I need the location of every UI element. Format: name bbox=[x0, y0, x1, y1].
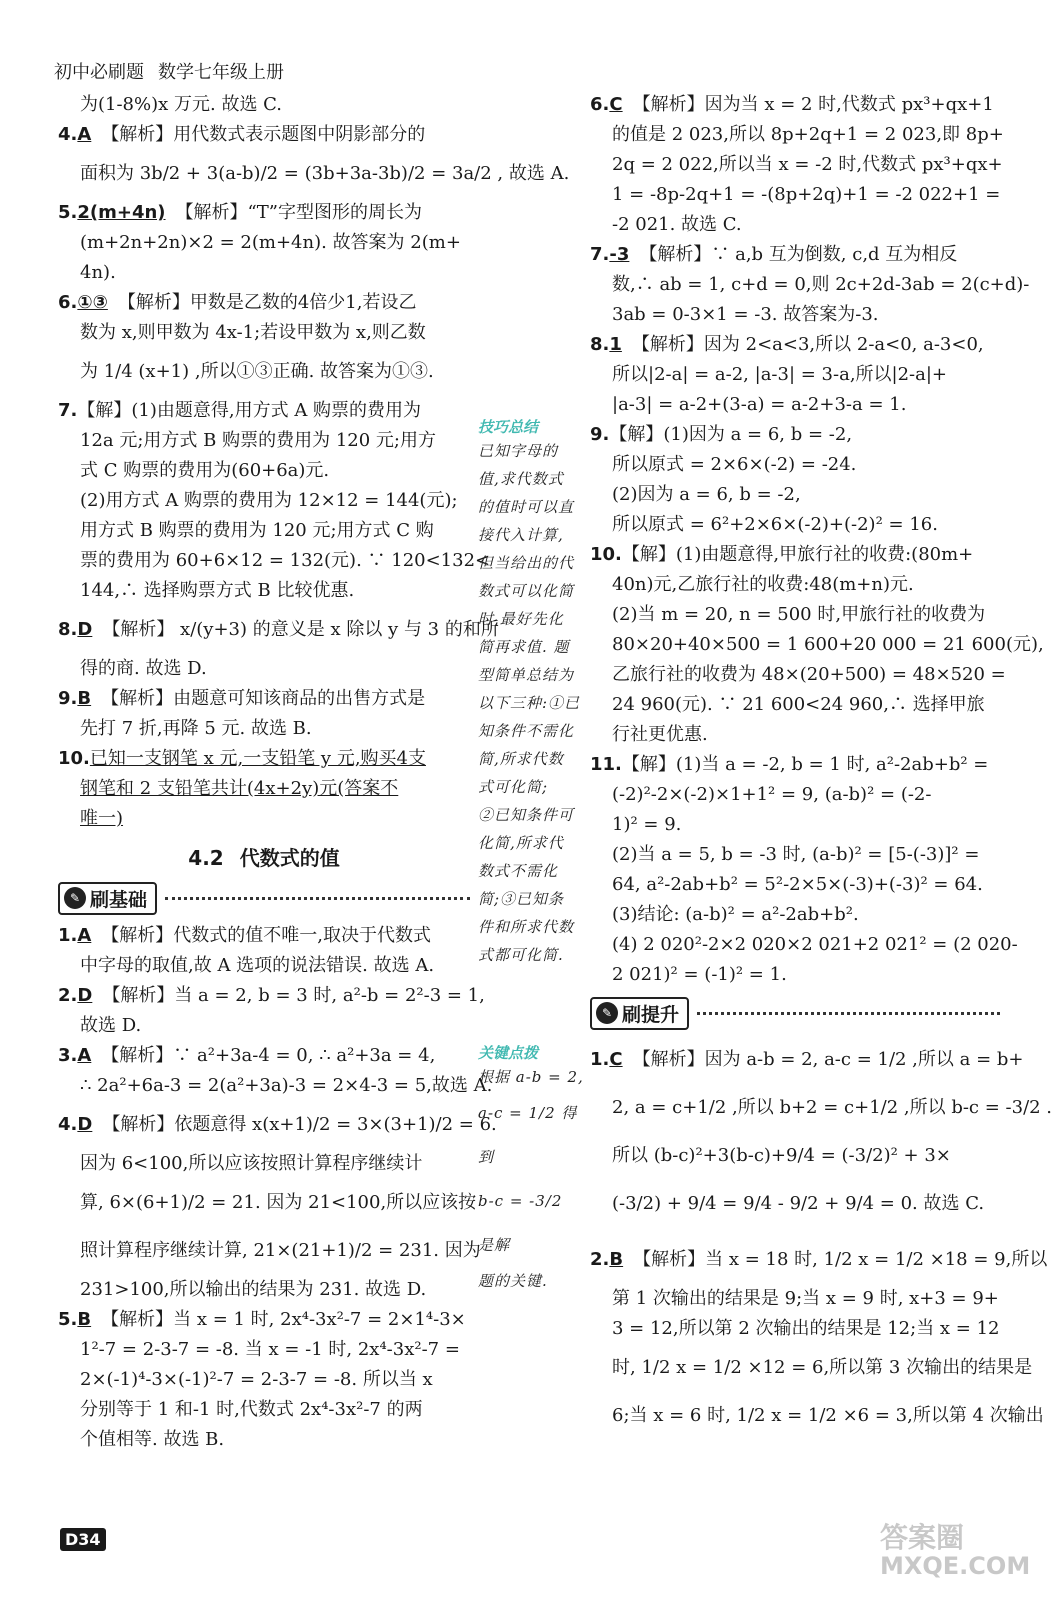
item-number: 5. bbox=[58, 202, 78, 223]
side-note-line: a-c = 1/2 得到 bbox=[478, 1104, 578, 1166]
text-line: 所以原式 = 2×6×(-2) = -24. bbox=[612, 454, 857, 475]
text-line: 231>100,所以输出的结果为 231. 故选 D. bbox=[80, 1279, 427, 1300]
side-note-line: b-c = -3/2 是解 bbox=[478, 1192, 563, 1254]
answer-item-9 bbox=[58, 684, 470, 744]
basic-item-5 bbox=[58, 1305, 470, 1455]
section-title bbox=[58, 842, 470, 871]
text-line: 【解析】∵ a²+3a-4 = 0, ∴ a²+3a = 4, bbox=[101, 1045, 436, 1066]
text-line: 【解析】由题意可知该商品的出售方式是 bbox=[101, 688, 426, 709]
answer-label: ①③ bbox=[77, 292, 108, 313]
answer-label: D bbox=[77, 985, 93, 1006]
item-number: 6. bbox=[590, 94, 610, 115]
text-line: 【解析】“T”字型图形的周长为 bbox=[175, 202, 422, 223]
item-number: 2. bbox=[590, 1249, 610, 1270]
text-line: 1)² = 9. bbox=[612, 814, 682, 835]
text-line: 故选 D. bbox=[80, 1015, 142, 1036]
answer-item-r6 bbox=[590, 90, 1004, 240]
answer-item-r11 bbox=[590, 750, 1018, 990]
text-line: 【解】(1)由题意得,甲旅行社的收费:(80m+ bbox=[621, 544, 974, 565]
text-line: 2×(-1)⁴-3×(-1)²-7 = 2-3-7 = -8. 所以当 x bbox=[80, 1369, 433, 1390]
side-note-line: 以下三种:①已 bbox=[478, 694, 581, 712]
answer-label: A bbox=[77, 925, 92, 946]
item-number: 10. bbox=[590, 544, 622, 565]
text-line: 【解析】因为 a-b = 2, a-c = 1/2 ,所以 a = b+ bbox=[632, 1049, 1024, 1070]
side-note-line: 数式可以化简 bbox=[478, 582, 575, 600]
text-line: 乙旅行社的收费为 48×(20+500) = 48×520 = bbox=[612, 664, 1006, 685]
text-line: 得的商. 故选 D. bbox=[80, 658, 207, 679]
text-line: (2)当 a = 5, b = -3 时, (a-b)² = [5-(-3)]² = bbox=[612, 844, 980, 865]
answer-item-8 bbox=[58, 606, 499, 684]
answer-item-r8 bbox=[590, 330, 1000, 420]
text-line: (4) 2 020²-2×2 020×2 021+2 021² = (2 020- bbox=[612, 934, 1018, 955]
text-line: 12a 元;用方式 B 购票的费用为 120 元;用方 bbox=[80, 430, 436, 451]
side-note-tips bbox=[478, 416, 584, 969]
watermark-url: MXQE.COM bbox=[880, 1552, 1031, 1580]
basic-item-4 bbox=[58, 1101, 497, 1305]
answer-item-r9 bbox=[590, 420, 1000, 540]
side-note-key bbox=[478, 1042, 584, 1295]
text-line: 【解析】当 x = 18 时, 1/2 x = 1/2 ×18 = 9,所以 bbox=[633, 1249, 1048, 1270]
text-line: 先打 7 折,再降 5 元. 故选 B. bbox=[80, 718, 312, 739]
text-line: (2)用方式 A 购票的费用为 12×12 = 144(元); bbox=[80, 490, 458, 511]
text-line: 唯一) bbox=[80, 808, 124, 829]
item-number: 9. bbox=[58, 688, 78, 709]
badge-basic bbox=[58, 882, 157, 915]
answer-label: A bbox=[77, 1045, 92, 1066]
side-note-line: 已知字母的 bbox=[478, 442, 559, 460]
item-number: 10. bbox=[58, 748, 90, 769]
side-note-line: 数式不需化 bbox=[478, 862, 559, 880]
answer-item-r7 bbox=[590, 240, 1030, 330]
text-line: 2q = 2 022,所以当 x = -2 时,代数式 px³+qx+ bbox=[612, 154, 1003, 175]
text-line: 【解析】 x/(y+3) 的意义是 x 除以 y 与 3 的和所 bbox=[102, 619, 499, 640]
section-name: 代数式的值 bbox=[239, 846, 340, 870]
item-number: 11. bbox=[590, 754, 622, 775]
text-line: 40n)元,乙旅行社的收费:48(m+n)元. bbox=[612, 574, 914, 595]
text-line: 【解析】代数式的值不唯一,取决于代数式 bbox=[101, 925, 432, 946]
text-line: 【解析】因为当 x = 2 时,代数式 px³+qx+1 bbox=[632, 94, 994, 115]
side-note-line: 简,所求代数 bbox=[478, 750, 564, 768]
text-line: 面积为 3b/2 + 3(a-b)/2 = (3b+3a-3b)/2 = 3a/2 , 故选 A. bbox=[80, 163, 570, 184]
text-line: (m+2n+2n)×2 = 2(m+4n). 故答案为 2(m+ bbox=[80, 232, 461, 253]
text-line: 2, a = c+1/2 ,所以 b+2 = c+1/2 ,所以 b-c = -3/2 . bbox=[612, 1097, 1052, 1118]
text-line: 1 = -8p-2q+1 = -(8p+2q)+1 = -2 022+1 = bbox=[612, 184, 1001, 205]
text-line: 用方式 B 购票的费用为 120 元;用方式 C 购 bbox=[80, 520, 434, 541]
item-number: 7. bbox=[590, 244, 610, 265]
basic-item-3 bbox=[58, 1041, 493, 1101]
answer-label: B bbox=[609, 1249, 624, 1270]
answer-label: D bbox=[77, 1114, 93, 1135]
item-number: 5. bbox=[58, 1309, 78, 1330]
answer-label: 2(m+4n) bbox=[77, 202, 166, 223]
basic-item-1 bbox=[58, 921, 470, 981]
text-line: 【解析】因为 2<a<3,所以 2-a<0, a-3<0, bbox=[631, 334, 984, 355]
subject-title: 数学七年级上册 bbox=[158, 62, 284, 83]
item-number: 1. bbox=[58, 925, 78, 946]
text-line: 【解】(1)当 a = -2, b = 1 时, a²-2ab+b² = bbox=[621, 754, 989, 775]
text-line: 分别等于 1 和-1 时,代数式 2x⁴-3x²-7 的两 bbox=[80, 1399, 423, 1420]
dotted-divider bbox=[165, 896, 470, 900]
answer-item-r10 bbox=[590, 540, 1044, 750]
text-line: 时, 1/2 x = 1/2 ×12 = 6,所以第 3 次输出的结果是 bbox=[612, 1357, 1033, 1378]
side-note-title: 关键点拨 bbox=[478, 1044, 539, 1062]
text-line: 算, 6×(6+1)/2 = 21. 因为 21<100,所以应该按 bbox=[80, 1192, 477, 1213]
text-line: 1²-7 = 2-3-7 = -8. 当 x = -1 时, 2x⁴-3x²-7 = bbox=[80, 1339, 460, 1360]
advanced-item-1 bbox=[590, 1036, 1052, 1228]
page-number: D34 bbox=[60, 1528, 106, 1551]
side-note-line: 知条件不需化 bbox=[478, 722, 575, 740]
badge-label: 刷基础 bbox=[90, 888, 148, 911]
text-line: 个值相等. 故选 B. bbox=[80, 1429, 225, 1450]
side-note-line: ②已知条件可 bbox=[478, 806, 575, 824]
side-note-line: 时,最好先化 bbox=[478, 610, 564, 628]
basic-item-2 bbox=[58, 981, 485, 1041]
item-number: 6. bbox=[58, 292, 78, 313]
text-line: 数为 x,则甲数为 4x-1;若设甲数为 x,则乙数 bbox=[80, 322, 426, 343]
text-line: 80×20+40×500 = 1 600+20 000 = 21 600(元), bbox=[612, 634, 1044, 655]
pencil-icon: ✎ bbox=[596, 1002, 618, 1024]
badge-advanced bbox=[590, 997, 689, 1030]
text-line: 所以原式 = 6²+2×6×(-2)+(-2)² = 16. bbox=[612, 514, 938, 535]
item-number: 9. bbox=[590, 424, 610, 445]
badge-row-basic bbox=[58, 881, 470, 915]
text-line: 照计算程序继续计算, 21×(21+1)/2 = 231. 因为 bbox=[80, 1240, 481, 1261]
text-line: 式 C 购票的费用为(60+6a)元. bbox=[80, 460, 330, 481]
text-line: 【解析】依题意得 x(x+1)/2 = 3×(3+1)/2 = 6. bbox=[102, 1114, 497, 1135]
text-line: (3)结论: (a-b)² = a²-2ab+b². bbox=[612, 904, 859, 925]
text-line: 3ab = 0-3×1 = -3. 故答案为-3. bbox=[612, 304, 879, 325]
text-line: 的值是 2 023,所以 8p+2q+1 = 2 023,即 8p+ bbox=[612, 124, 1004, 145]
text-line: 6;当 x = 6 时, 1/2 x = 1/2 ×6 = 3,所以第 4 次输出 bbox=[612, 1405, 1044, 1426]
text-line: 已知一支钢笔 x 元,一支铅笔 y 元,购买4支 bbox=[89, 748, 426, 769]
side-note-line: 接代入计算, bbox=[478, 526, 564, 544]
side-note-line: 值,求代数式 bbox=[478, 470, 564, 488]
text-line: 【解】(1)因为 a = 6, b = -2, bbox=[609, 424, 853, 445]
item-number: 7. bbox=[58, 400, 78, 421]
text-line: 所以 (b-c)²+3(b-c)+9/4 = (-3/2)² + 3× bbox=[612, 1145, 951, 1166]
answer-label: B bbox=[77, 1309, 92, 1330]
answer-item-7 bbox=[58, 396, 491, 606]
text-line: 4n). bbox=[80, 262, 116, 283]
item-number: 4. bbox=[58, 1114, 78, 1135]
advanced-item-2 bbox=[590, 1236, 1048, 1440]
text-line: (2)因为 a = 6, b = -2, bbox=[612, 484, 801, 505]
answer-item-5 bbox=[58, 198, 470, 288]
text-line: |a-3| = a-2+(3-a) = a-2+3-a = 1. bbox=[612, 394, 907, 415]
answer-label: D bbox=[77, 619, 93, 640]
text-line: 所以|2-a| = a-2, |a-3| = 3-a,所以|2-a|+ bbox=[612, 364, 948, 385]
book-title: 初中必刷题 bbox=[54, 62, 144, 83]
item-number: 1. bbox=[590, 1049, 610, 1070]
text-line: 第 1 次输出的结果是 9;当 x = 9 时, x+3 = 9+ bbox=[612, 1288, 999, 1309]
text-line: 票的费用为 60+6×12 = 132(元). ∵ 120<132< bbox=[80, 550, 491, 571]
side-note-line: 化简,所求代 bbox=[478, 834, 564, 852]
text-line: 3 = 12,所以第 2 次输出的结果是 12;当 x = 12 bbox=[612, 1318, 1000, 1339]
side-note-line: 简;③已知条 bbox=[478, 890, 565, 908]
side-note-line: 型简单总结为 bbox=[478, 666, 575, 684]
text-line: 行社更优惠. bbox=[612, 724, 708, 745]
side-note-line: 题的关键. bbox=[478, 1272, 548, 1290]
text-line: (2)当 m = 20, n = 500 时,甲旅行社的收费为 bbox=[612, 604, 986, 625]
item-number: 4. bbox=[58, 124, 78, 145]
badge-row-advanced bbox=[590, 996, 1000, 1030]
text-line: 【解析】当 a = 2, b = 3 时, a²-b = 2²-3 = 1, bbox=[102, 985, 485, 1006]
text-line: 钢笔和 2 支铅笔共计(4x+2y)元(答案不 bbox=[80, 778, 399, 799]
text-line: -2 021. 故选 C. bbox=[612, 214, 742, 235]
text-line: 为(1-8%)x 万元. 故选 C. bbox=[80, 94, 283, 115]
item-number: 2. bbox=[58, 985, 78, 1006]
right-column bbox=[590, 90, 1052, 1440]
side-note-line: 式都可化简. bbox=[478, 946, 564, 964]
answer-label: -3 bbox=[609, 244, 630, 265]
section-number: 4.2 bbox=[188, 846, 224, 870]
answer-item-4 bbox=[58, 120, 570, 198]
text-line: 数,∴ ab = 1, c+d = 0,则 2c+2d-3ab = 2(c+d)- bbox=[612, 274, 1030, 295]
side-note-title: 技巧总结 bbox=[478, 418, 539, 436]
answer-item-10 bbox=[58, 744, 470, 834]
watermark-logo: 答案圈 bbox=[880, 1521, 965, 1554]
answer-label: C bbox=[609, 1049, 623, 1070]
answer-label: C bbox=[609, 94, 623, 115]
page-header bbox=[54, 58, 284, 84]
text-line: 【解析】甲数是乙数的4倍少1,若设乙 bbox=[117, 292, 417, 313]
answer-label: A bbox=[77, 124, 92, 145]
text-line: 2 021)² = (-1)² = 1. bbox=[612, 964, 787, 985]
pencil-icon: ✎ bbox=[64, 887, 86, 909]
text-line: 【解析】∵ a,b 互为倒数, c,d 互为相反 bbox=[639, 244, 958, 265]
side-note-line: 件和所求代数 bbox=[478, 918, 575, 936]
text-line: 24 960(元). ∵ 21 600<24 960,∴ 选择甲旅 bbox=[612, 694, 985, 715]
text-line: 【解】(1)由题意得,用方式 A 购票的费用为 bbox=[77, 400, 422, 421]
text-line: ∴ 2a²+6a-3 = 2(a²+3a)-3 = 2×4-3 = 5,故选 A. bbox=[80, 1075, 493, 1096]
dotted-divider bbox=[697, 1011, 1000, 1015]
answer-label: 1 bbox=[609, 334, 622, 355]
item-number: 8. bbox=[58, 619, 78, 640]
side-note-line: 根据 a-b = 2, bbox=[478, 1068, 584, 1086]
item-number: 3. bbox=[58, 1045, 78, 1066]
text-line: (-2)²-2×(-2)×1+1² = 9, (a-b)² = (-2- bbox=[612, 784, 932, 805]
item-number: 8. bbox=[590, 334, 610, 355]
side-note-line: 简再求值. 题 bbox=[478, 638, 570, 656]
side-note-line: 的值时可以直 bbox=[478, 498, 575, 516]
text-line: 64, a²-2ab+b² = 5²-2×5×(-3)+(-3)² = 64. bbox=[612, 874, 983, 895]
side-note-line: 式可化简; bbox=[478, 778, 549, 796]
text-line: 为 1/4 (x+1) ,所以①③正确. 故答案为①③. bbox=[80, 361, 434, 382]
text-line: 【解析】当 x = 1 时, 2x⁴-3x²-7 = 2×1⁴-3× bbox=[101, 1309, 466, 1330]
text-line: 144,∴ 选择购票方式 B 比较优惠. bbox=[80, 580, 355, 601]
side-note-line: 但当给出的代 bbox=[478, 554, 575, 572]
badge-label: 刷提升 bbox=[622, 1003, 680, 1026]
answer-label: B bbox=[77, 688, 92, 709]
text-line: 中字母的取值,故 A 选项的说法错误. 故选 A. bbox=[80, 955, 435, 976]
text-line: (-3/2) + 9/4 = 9/4 - 9/2 + 9/4 = 0. 故选 C. bbox=[612, 1193, 985, 1214]
answer-item-6 bbox=[58, 288, 470, 396]
text-line: 【解析】用代数式表示题图中阴影部分的 bbox=[101, 124, 426, 145]
text-line: 因为 6<100,所以应该按照计算程序继续计 bbox=[80, 1153, 423, 1174]
